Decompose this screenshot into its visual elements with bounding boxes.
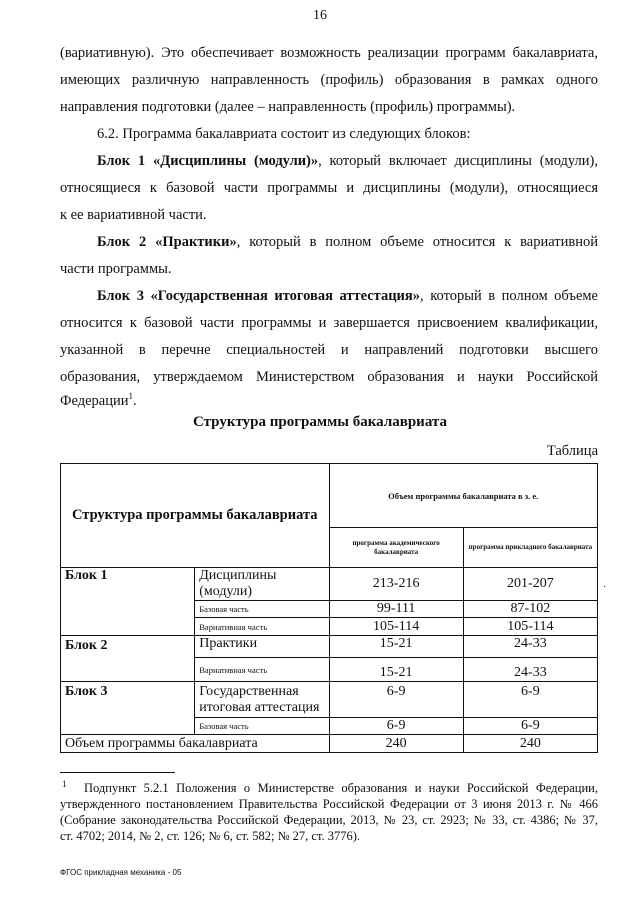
text-line: (вариативную). Это обеспечивает возможность реализации программ бакалавриата, (60, 45, 598, 61)
text-span: , который в полном объеме (420, 288, 598, 304)
table-row (61, 735, 598, 753)
footnote-line: Подпункт 5.2.1 Положения о Министерстве образования и науки Российской Федерации, (84, 781, 598, 795)
footnote-reference[interactable]: 1 (128, 391, 133, 401)
name-cell: Вариативная часть (195, 658, 329, 682)
text-line: относится к базовой части программы и завершается присвоением квалификации, (60, 315, 598, 331)
block-cell: Блок 3 (61, 682, 195, 735)
table-label: Таблица (546, 443, 598, 459)
block-cell: Блок 1 (61, 568, 195, 636)
academic-cell: 240 (329, 735, 463, 753)
academic-cell: 99-111 (329, 601, 463, 618)
footnote-line: (Собрание законодательства Российской Федерации, 2013, № 23, ст. 2923; № 33, ст. 4386; № 37, (60, 813, 598, 827)
academic-cell: 6-9 (329, 682, 463, 718)
applied-cell: 6-9 (463, 718, 597, 735)
name-cell: Базовая часть (195, 601, 329, 618)
text-line: относящиеся к базовой части программы и дисциплины (модули), относящиеся (60, 180, 598, 196)
applied-cell: 24-33 (463, 636, 597, 658)
header-academic: программа академического бакалавриата (329, 528, 463, 568)
text-line: имеющих различную направленность (профиль) образования в рамках одного (60, 72, 598, 88)
footnote-line: ст. 4702; 2014, № 2, ст. 126; № 6, ст. 582; № 27, ст. 3776). (60, 829, 361, 843)
text-line (60, 391, 137, 410)
academic-cell: 15-21 (329, 658, 463, 682)
text-line: части программы. (60, 261, 172, 277)
footnote-separator (60, 772, 175, 773)
text-line (97, 288, 598, 305)
table-row (61, 636, 598, 658)
footnote-mark: 1 (62, 779, 67, 789)
margin-mark: · (603, 582, 607, 593)
name-cell: Государственная итоговая аттестация (195, 682, 329, 718)
paragraph-2: 6.2. Программа бакалавриата состоит из следующих блоков: (97, 126, 471, 142)
applied-cell: 105-114 (463, 618, 597, 636)
table-title: Структура программы бакалавриата (193, 414, 447, 430)
header-volume: Объем программы бакалавриата в з. е. (329, 464, 598, 528)
academic-cell: 105-114 (329, 618, 463, 636)
block-1-heading: Блок 1 «Дисциплины (модули)» (97, 153, 319, 169)
header-structure: Структура программы бакалавриата (61, 464, 330, 568)
header-applied: программа прикладного бакалавриата (463, 528, 597, 568)
text-span: Федерации (60, 392, 129, 409)
academic-cell: 213-216 (329, 568, 463, 601)
total-label-cell: Объем программы бакалавриата (61, 735, 330, 753)
page-footer: ФГОС прикладная механика - 05 (60, 868, 182, 877)
applied-cell: 24-33 (463, 658, 597, 682)
block-2-heading: Блок 2 «Практики» (97, 234, 237, 250)
text-span: , который включает дисциплины (модули), (318, 153, 598, 169)
academic-cell: 15-21 (329, 636, 463, 658)
academic-cell: 6-9 (329, 718, 463, 735)
text-line: указанной в перечне специальностей и направлений подготовки высшего (60, 342, 598, 358)
applied-cell: 240 (463, 735, 597, 753)
table-row (61, 682, 598, 718)
name-cell: Базовая часть (195, 718, 329, 735)
text-span: , который в полном объеме относится к вариативной (236, 234, 598, 250)
applied-cell: 87-102 (463, 601, 597, 618)
text-line: образования, утверждаемом Министерством образования и науки Российской (60, 369, 598, 385)
text-line: направления подготовки (далее – направленность (профиль) программы). (60, 99, 516, 115)
block-3-heading: Блок 3 «Государственная итоговая аттестация» (97, 288, 421, 304)
block-cell: Блок 2 (61, 636, 195, 682)
applied-cell: 6-9 (463, 682, 597, 718)
text-span: . (132, 392, 137, 409)
text-line: к ее вариативной части. (60, 207, 207, 223)
text-line (97, 153, 598, 170)
footnote-line: утвержденного постановлением Правительства Российской Федерации от 3 июня 2013 г. № 466 (60, 797, 598, 811)
name-cell: Практики (195, 636, 329, 658)
name-cell: Дисциплины (модули) (195, 568, 329, 601)
page-number: 16 (313, 8, 327, 23)
applied-cell: 201-207 (463, 568, 597, 601)
name-cell: Вариативная часть (195, 618, 329, 636)
text-line (97, 234, 598, 251)
program-structure-table (60, 463, 598, 753)
table-row (61, 568, 598, 601)
